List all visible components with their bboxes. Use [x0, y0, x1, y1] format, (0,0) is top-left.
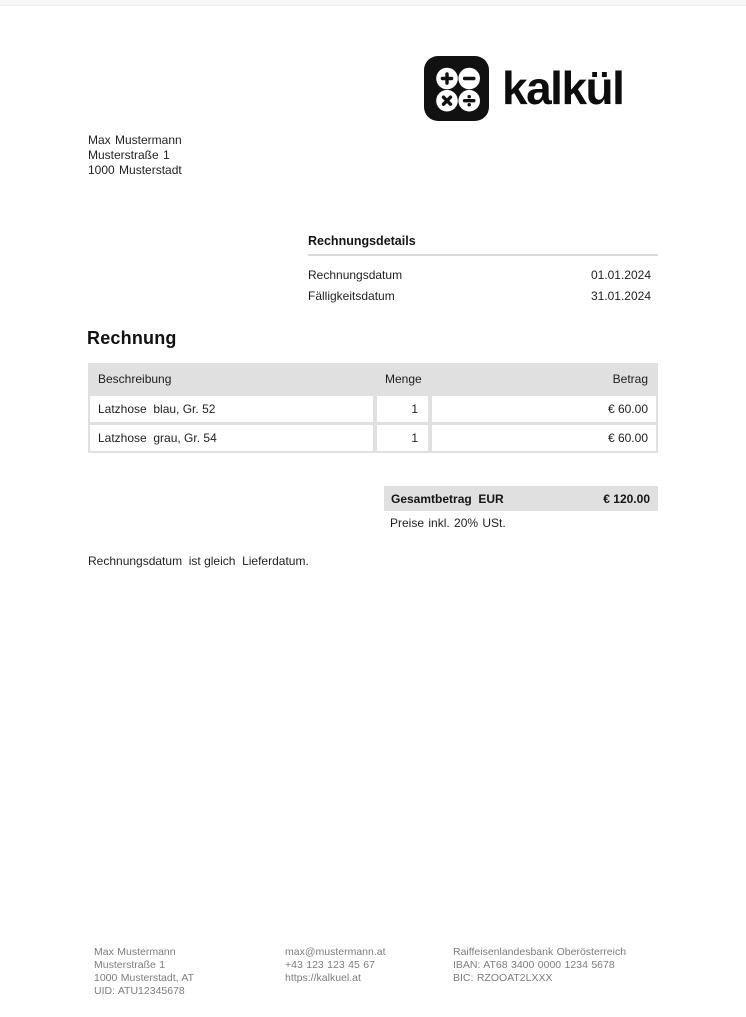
- details-divider: [308, 254, 658, 256]
- line-items-table: [88, 363, 658, 453]
- footer-address-column: [94, 946, 194, 998]
- total-row: [384, 486, 658, 511]
- recipient-address: [88, 133, 182, 178]
- brand-wordmark: kalkül: [502, 62, 624, 114]
- footer-uid: UID: ATU12345678: [94, 985, 185, 997]
- due-date-value: 31.01.2024: [590, 289, 651, 303]
- item-amount: € 60.00: [432, 425, 656, 451]
- item-description: Latzhose blau, Gr. 52: [90, 396, 373, 422]
- total-label: Gesamtbetrag EUR: [391, 491, 504, 506]
- invoice-date-value: 01.01.2024: [590, 268, 651, 282]
- footer-city: 1000 Musterstadt, AT: [94, 972, 195, 984]
- footer-street: Musterstraße 1: [94, 959, 166, 971]
- column-header-description: Beschreibung: [98, 372, 172, 386]
- footer-bank-name: Raiffeisenlandesbank Oberösterreich: [453, 946, 627, 958]
- item-amount: € 60.00: [432, 396, 656, 422]
- recipient-street: Musterstraße 1: [88, 148, 170, 162]
- recipient-name: Max Mustermann: [88, 133, 182, 147]
- tax-note: Preise inkl. 20% USt.: [390, 516, 506, 530]
- item-quantity: 1: [377, 425, 428, 451]
- invoice-title: Rechnung: [87, 328, 177, 348]
- due-date-label: Fälligkeitsdatum: [308, 289, 395, 303]
- delivery-note: Rechnungsdatum ist gleich Lieferdatum.: [88, 554, 309, 568]
- item-quantity: 1: [377, 396, 428, 422]
- page-top-edge: [0, 0, 746, 6]
- footer-bank-column: [453, 946, 626, 985]
- invoice-date-label: Rechnungsdatum: [308, 268, 403, 282]
- calculator-operators-icon: [424, 56, 489, 121]
- column-header-quantity: Menge: [385, 372, 422, 386]
- footer-website: https://kalkuel.at: [285, 972, 361, 984]
- footer-iban: IBAN: AT68 3400 0000 1234 5678: [453, 959, 615, 971]
- footer-name: Max Mustermann: [94, 946, 176, 958]
- due-date-row: [308, 286, 658, 307]
- invoice-details-title: Rechnungsdetails: [308, 234, 416, 248]
- recipient-city: 1000 Musterstadt: [88, 163, 182, 177]
- footer-phone: +43 123 123 45 67: [285, 959, 375, 971]
- column-header-amount: Betrag: [612, 372, 648, 386]
- total-value: € 120.00: [603, 491, 650, 506]
- footer-email: max@mustermann.at: [285, 946, 386, 958]
- brand-logo: [424, 56, 623, 121]
- invoice-details-section: [308, 234, 658, 307]
- invoice-date-row: [308, 265, 658, 286]
- footer-contact-column: [285, 946, 386, 985]
- footer-bic: BIC: RZOOAT2LXXX: [453, 972, 553, 984]
- item-description: Latzhose grau, Gr. 54: [90, 425, 373, 451]
